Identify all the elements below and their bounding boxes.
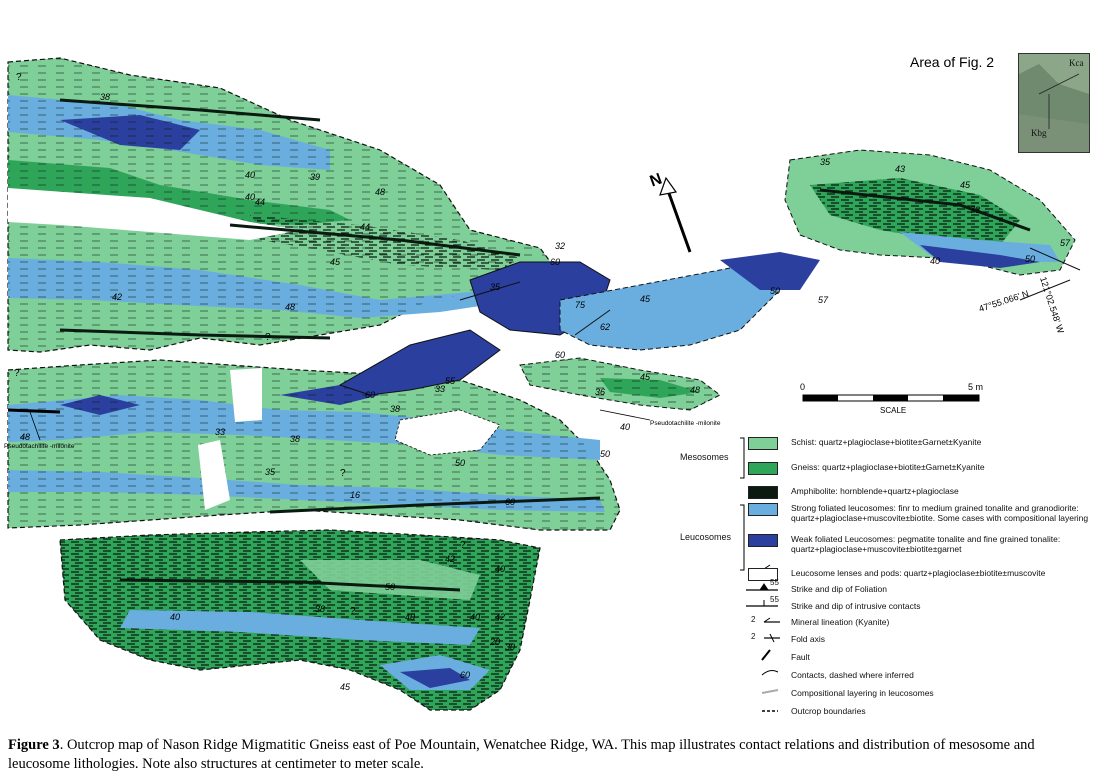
uncertain-mark: ?	[350, 606, 356, 617]
outcrop-east-middle	[520, 358, 720, 410]
dip-value: 60	[460, 670, 471, 680]
inset-label-kbg: Kbg	[1031, 128, 1047, 138]
legend-text: Outcrop boundaries	[791, 706, 866, 716]
dip-value: 50	[385, 582, 396, 592]
legend-text: Fault	[791, 652, 810, 662]
figure-caption	[8, 736, 1088, 774]
dip-value: 48	[285, 302, 296, 312]
leucosome-lens-3	[230, 368, 262, 422]
pseudotachylite-label-west: Pseudotachilite -milonite	[4, 443, 75, 450]
dip-value: 35	[490, 282, 501, 292]
dip-value: 42	[112, 292, 123, 302]
legend-symbol-label: 55	[770, 595, 779, 604]
north-label: N	[647, 170, 665, 191]
scale-zero: 0	[800, 382, 806, 392]
dip-value: 38	[315, 604, 326, 614]
dip-value: 48	[20, 432, 31, 442]
dip-value: 32	[555, 241, 566, 251]
dip-value: 45	[960, 180, 971, 190]
uncertain-mark: ?	[14, 368, 20, 379]
dip-value: 44	[255, 197, 266, 207]
dip-value: 62	[600, 322, 611, 332]
dip-value: 45	[330, 257, 341, 267]
uncertain-mark: ?	[16, 72, 22, 83]
scale-label: SCALE	[880, 406, 907, 415]
dip-value: 40	[620, 422, 631, 432]
coordinate-latitude: 47°55.066' N	[977, 288, 1030, 314]
dip-value: 33	[435, 384, 446, 394]
dip-value: 40	[495, 564, 506, 574]
dip-value: 50	[600, 449, 611, 459]
legend-group-leucosomes: Leucosomes	[680, 532, 732, 542]
uncertain-mark: ?	[460, 540, 466, 551]
dip-value: 38	[100, 92, 111, 102]
dip-value: 16	[350, 490, 361, 500]
legend-text: Mineral lineation (Kyanite)	[791, 617, 890, 627]
legend-text: Schist: quartz+plagioclase+biotite±Garnet±Kyanite	[791, 437, 982, 447]
dip-value: 48	[690, 385, 701, 395]
dip-value: 60	[550, 257, 561, 267]
dip-value: 45	[340, 682, 351, 692]
dip-value: 60	[505, 497, 516, 507]
legend-text: Strong foliated leucosomes: finr to medium grained tonalite and granodiorite: quartz+plagioclase+muscovite±biotite. Some cases with compositional layering	[791, 503, 1089, 523]
legend-symbol-label: 2	[751, 632, 756, 641]
dip-value: 40	[245, 192, 256, 202]
caption-label: Figure 3	[8, 737, 60, 753]
dip-value: 40	[245, 170, 256, 180]
dip-value: 20	[490, 637, 501, 647]
dip-value: 57	[818, 295, 829, 305]
north-arrow	[648, 171, 690, 252]
dip-value: 30	[505, 642, 516, 652]
dip-value: 36	[595, 387, 606, 397]
dip-value: 55	[445, 376, 456, 386]
legend-text: Contacts, dashed where inferred	[791, 670, 914, 680]
legend-swatch	[748, 534, 778, 547]
outcrop-central-band	[560, 252, 820, 350]
dip-value: 38	[290, 434, 301, 444]
legend-text: Fold axis	[791, 634, 826, 644]
legend-swatch	[748, 462, 778, 475]
legend-text: Leucosome lenses and pods: quartz+plagioclase±biotite±muscovite	[791, 568, 1046, 578]
uncertain-mark: ?	[265, 332, 271, 343]
dip-value: 38	[390, 404, 401, 414]
dip-value: 50	[1025, 254, 1036, 264]
legend-swatch	[748, 503, 778, 516]
legend-swatch	[748, 437, 778, 450]
dip-value: 40	[405, 612, 416, 622]
inset-map	[1018, 53, 1090, 153]
pseudotachylite-label-east: Pseudotachilite -milonite	[650, 420, 721, 427]
inset-title: Area of Fig. 2	[910, 54, 995, 70]
legend-text: Weak foliated Leucosomes: pegmatite tonalite and fine grained tonalite: quartz+plagioclase+muscovite±biotite±garnet	[791, 534, 1061, 554]
dip-value: 40	[930, 256, 941, 266]
dip-value: 44	[360, 222, 371, 232]
dip-value: 35	[820, 157, 831, 167]
dip-value: 43	[895, 164, 906, 174]
legend-text: Gneiss: quartz+plagioclase+biotite±Garnet±Kyanite	[791, 462, 985, 472]
dip-value: 57	[1060, 238, 1071, 248]
dip-value: 42	[445, 554, 456, 564]
dip-value: 73	[970, 205, 981, 215]
legend-text: Compositional layering in leucosomes	[791, 688, 934, 698]
outcrop-west-middle	[8, 360, 620, 530]
dip-value: 50	[455, 458, 466, 468]
outcrop-south	[60, 530, 540, 710]
dip-value: 48	[375, 187, 386, 197]
legend-text: Strike and dip of intrusive contacts	[791, 601, 921, 611]
coordinate-longitude: 121°02.548' W	[1038, 275, 1066, 335]
dip-value: 42	[495, 612, 506, 622]
weak-leucosome-central	[340, 330, 500, 395]
scale-bar	[800, 382, 983, 415]
dip-value: 60	[365, 390, 376, 400]
uncertain-mark: ?	[340, 468, 346, 479]
legend-symbol-label: 2	[751, 615, 756, 624]
dip-value: 45	[640, 372, 651, 382]
dip-value: 75	[575, 300, 586, 310]
dip-value: 39	[310, 172, 321, 182]
legend-swatch	[748, 486, 778, 499]
dip-value: 45	[640, 294, 651, 304]
dip-value: 60	[555, 350, 566, 360]
dip-value: 35	[265, 467, 276, 477]
legend-group-mesosomes: Mesosomes	[680, 452, 729, 462]
dip-value: 40	[470, 612, 481, 622]
caption-text: . Outcrop map of Nason Ridge Migmatitic Gneiss east of Poe Mountain, Wenatchee Ridge, WA. This map illustrates contact relations and distribution of mesosome and leucosome lithologies. Note also structures at centimeter to meter scale.	[8, 737, 1035, 772]
dip-value: 33	[215, 427, 226, 437]
legend-text: Strike and dip of Foliation	[791, 584, 887, 594]
legend-symbol-label: 55	[770, 578, 779, 587]
dip-value: 40	[170, 612, 181, 622]
inset-image	[1019, 54, 1089, 152]
dip-value: 50	[770, 286, 781, 296]
legend-text: Amphibolite: hornblende+quartz+plagioclase	[791, 486, 959, 496]
scale-max: 5 m	[968, 382, 984, 392]
inset-label-kca: Kca	[1069, 58, 1084, 68]
